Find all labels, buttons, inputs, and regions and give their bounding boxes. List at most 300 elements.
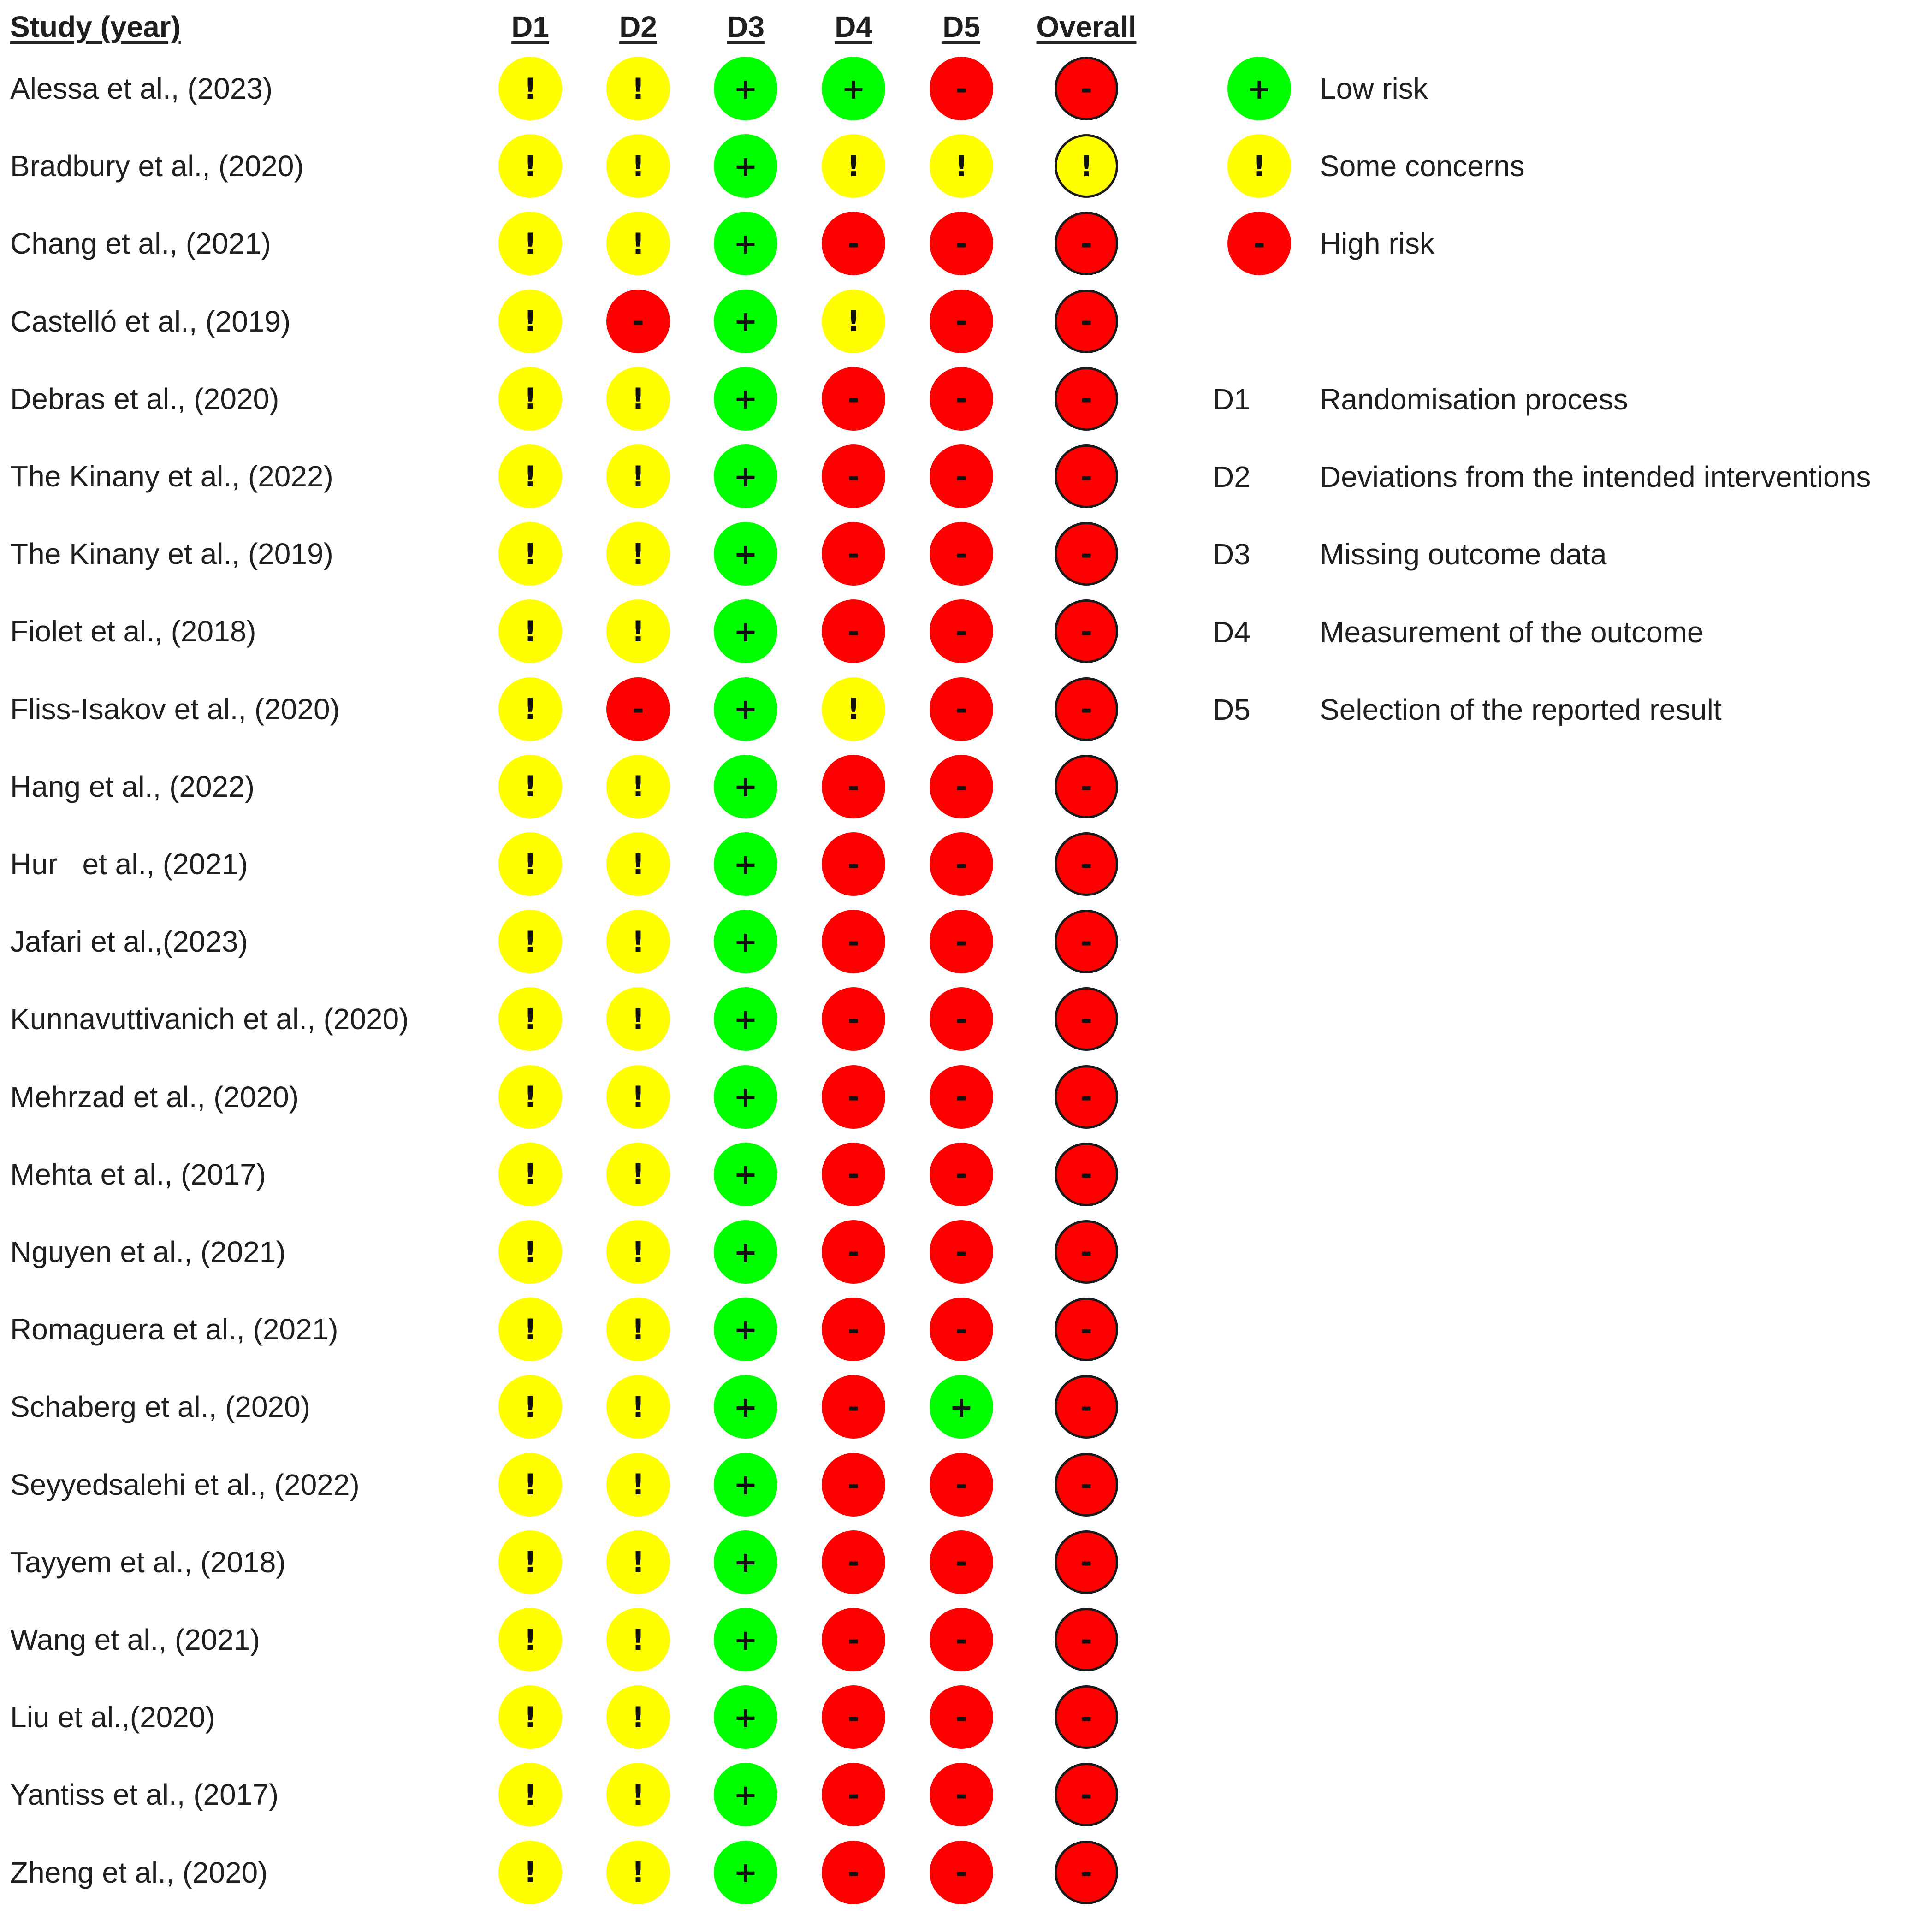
judgement-d1 [498,1220,562,1284]
judgement-overall [1055,290,1118,353]
header-domain-d1: D1 [511,10,549,43]
judgement-d5 [930,1453,993,1517]
judgement-d4 [822,1763,885,1826]
judgement-d2 [606,599,670,663]
some-risk-symbol: ! [631,1778,645,1812]
judgement-d2 [606,290,670,353]
study-label: Tayyem et al., (2018) [10,1545,286,1579]
some-risk-symbol: ! [523,692,537,726]
high-risk-symbol: - [847,1700,859,1734]
high-risk-symbol: - [1080,537,1092,571]
judgement-d1 [498,134,562,198]
judgement-d5 [930,134,993,198]
judgement-d5 [930,444,993,508]
low-risk-symbol: + [734,71,758,106]
judgement-d1 [498,1453,562,1517]
judgement-d4 [822,522,885,586]
high-risk-symbol: - [1080,692,1092,726]
high-risk-symbol: - [847,770,859,804]
judgement-d4 [822,290,885,353]
high-risk-symbol: - [1253,226,1265,261]
some-risk-symbol: ! [523,1623,537,1657]
study-label: Seyyedsalehi et al., (2022) [10,1468,360,1501]
study-label: Bradbury et al., (2020) [10,149,304,183]
legend-domain-code: D1 [1213,383,1250,416]
low-risk-symbol: + [734,537,758,571]
some-risk-symbol: ! [631,382,645,416]
some-risk-symbol: ! [631,1855,645,1890]
judgement-overall [1055,1763,1118,1826]
judgement-d1 [498,677,562,741]
high-risk-symbol: - [1080,1312,1092,1346]
low-risk-symbol: + [734,1080,758,1114]
high-risk-symbol: - [955,71,967,106]
high-risk-symbol: - [1080,1468,1092,1502]
high-risk-symbol: - [1080,1080,1092,1114]
some-risk-symbol: ! [631,1623,645,1657]
judgement-d3 [714,522,777,586]
judgement-d3 [714,1375,777,1439]
judgement-d1 [498,290,562,353]
study-label: Hang et al., (2022) [10,770,255,803]
judgement-d4 [822,1685,885,1749]
judgement-d3 [714,444,777,508]
header-domain-d5: D5 [942,10,980,43]
high-risk-symbol: - [955,1157,967,1191]
legend-some-label: Some concerns [1320,149,1525,183]
low-risk-symbol: + [734,1157,758,1191]
judgement-overall [1055,987,1118,1051]
low-risk-symbol: + [734,1390,758,1424]
judgement-d1 [498,212,562,275]
study-label: Schaberg et al., (2020) [10,1390,311,1424]
legend-domain-label: Randomisation process [1320,383,1628,416]
high-risk-symbol: - [1080,614,1092,648]
judgement-d4 [822,1453,885,1517]
judgement-d5 [930,677,993,741]
study-label: Yantiss et al., (2017) [10,1778,279,1812]
some-risk-symbol: ! [523,1700,537,1734]
judgement-d1 [498,599,562,663]
judgement-overall [1055,444,1118,508]
legend-domain-label: Selection of the reported result [1320,693,1722,726]
judgement-d3 [714,212,777,275]
high-risk-symbol: - [955,537,967,571]
low-risk-symbol: + [734,1312,758,1346]
judgement-d5 [930,1143,993,1206]
header-study: Study (year) [10,10,181,43]
legend-low-dot [1227,57,1291,120]
high-risk-symbol: - [955,924,967,959]
judgement-d1 [498,1608,562,1671]
high-risk-symbol: - [847,847,859,881]
low-risk-symbol: + [734,847,758,881]
judgement-overall [1055,1065,1118,1129]
judgement-d2 [606,832,670,896]
legend-domain-code: D4 [1213,615,1250,649]
judgement-d5 [930,1530,993,1594]
judgement-d5 [930,522,993,586]
judgement-d2 [606,910,670,973]
some-risk-symbol: ! [631,1312,645,1346]
high-risk-symbol: - [847,1623,859,1657]
some-risk-symbol: ! [523,847,537,881]
judgement-d2 [606,1143,670,1206]
some-risk-symbol: ! [523,1855,537,1890]
high-risk-symbol: - [847,1390,859,1424]
judgement-d4 [822,1298,885,1361]
judgement-d1 [498,367,562,431]
high-risk-symbol: - [847,1235,859,1269]
study-label: Chang et al., (2021) [10,227,271,261]
judgement-d2 [606,1685,670,1749]
legend-low-label: Low risk [1320,72,1428,105]
judgement-d1 [498,1530,562,1594]
some-risk-symbol: ! [523,149,537,183]
study-label: Mehta et al., (2017) [10,1157,266,1191]
some-risk-symbol: ! [631,924,645,959]
study-label: Kunnavuttivanich et al., (2020) [10,1002,409,1036]
judgement-d1 [498,1841,562,1904]
judgement-d1 [498,1065,562,1129]
high-risk-symbol: - [1080,924,1092,959]
low-risk-symbol: + [734,924,758,959]
judgement-d1 [498,1298,562,1361]
some-risk-symbol: ! [631,1235,645,1269]
high-risk-symbol: - [1080,382,1092,416]
some-risk-symbol: ! [631,770,645,804]
high-risk-symbol: - [847,1002,859,1036]
judgement-d4 [822,599,885,663]
high-risk-symbol: - [955,1002,967,1036]
some-risk-symbol: ! [847,692,860,726]
some-risk-symbol: ! [631,1080,645,1114]
judgement-d5 [930,212,993,275]
study-label: Liu et al.,(2020) [10,1701,215,1734]
judgement-overall [1055,367,1118,431]
judgement-overall [1055,1143,1118,1206]
judgement-d5 [930,1375,993,1439]
study-label: Wang et al., (2021) [10,1623,260,1656]
some-risk-symbol: ! [523,770,537,804]
high-risk-symbol: - [955,1468,967,1502]
high-risk-symbol: - [847,537,859,571]
high-risk-symbol: - [955,226,967,261]
judgement-d2 [606,1375,670,1439]
study-label: Castelló et al., (2019) [10,304,291,338]
high-risk-symbol: - [955,770,967,804]
judgement-d4 [822,677,885,741]
judgement-d5 [930,1608,993,1671]
high-risk-symbol: - [955,304,967,338]
judgement-d3 [714,1608,777,1671]
judgement-d5 [930,832,993,896]
high-risk-symbol: - [955,1855,967,1890]
legend-domain-code: D3 [1213,538,1250,571]
judgement-d4 [822,134,885,198]
high-risk-symbol: - [1080,1390,1092,1424]
low-risk-symbol: + [734,149,758,183]
some-risk-symbol: ! [631,149,645,183]
judgement-d3 [714,677,777,741]
high-risk-symbol: - [847,614,859,648]
judgement-d3 [714,1453,777,1517]
low-risk-symbol: + [734,1700,758,1734]
judgement-d3 [714,910,777,973]
judgement-d2 [606,1065,670,1129]
some-risk-symbol: ! [523,614,537,648]
high-risk-symbol: - [955,692,967,726]
header-domain-d2: D2 [619,10,657,43]
judgement-d1 [498,832,562,896]
low-risk-symbol: + [734,459,758,493]
low-risk-symbol: + [1247,71,1271,106]
study-label: Nguyen et al., (2021) [10,1235,286,1268]
high-risk-symbol: - [955,1623,967,1657]
judgement-d2 [606,1220,670,1284]
high-risk-symbol: - [632,692,644,726]
judgement-overall [1055,755,1118,818]
study-label: Alessa et al., (2023) [10,72,273,105]
judgement-overall [1055,1685,1118,1749]
low-risk-symbol: + [734,770,758,804]
judgement-d5 [930,367,993,431]
judgement-d5 [930,755,993,818]
some-risk-symbol: ! [523,1080,537,1114]
high-risk-symbol: - [847,226,859,261]
judgement-overall [1055,212,1118,275]
judgement-overall [1055,1608,1118,1671]
judgement-d4 [822,57,885,120]
judgement-d3 [714,1220,777,1284]
some-risk-symbol: ! [523,71,537,106]
judgement-overall [1055,832,1118,896]
judgement-d5 [930,1298,993,1361]
legend-some-dot [1227,134,1291,198]
judgement-d3 [714,1298,777,1361]
judgement-d2 [606,1841,670,1904]
judgement-d5 [930,290,993,353]
judgement-d3 [714,987,777,1051]
high-risk-symbol: - [1080,847,1092,881]
high-risk-symbol: - [1080,226,1092,261]
high-risk-symbol: - [847,924,859,959]
judgement-d5 [930,599,993,663]
high-risk-symbol: - [1080,1855,1092,1890]
some-risk-symbol: ! [847,149,860,183]
judgement-d2 [606,1530,670,1594]
judgement-d3 [714,755,777,818]
judgement-d3 [714,1763,777,1826]
some-risk-symbol: ! [523,1545,537,1579]
judgement-d3 [714,290,777,353]
judgement-overall [1055,134,1118,198]
some-risk-symbol: ! [523,1312,537,1346]
high-risk-symbol: - [1080,304,1092,338]
high-risk-symbol: - [847,1545,859,1579]
judgement-d1 [498,522,562,586]
high-risk-symbol: - [955,847,967,881]
some-risk-symbol: ! [1079,149,1093,183]
high-risk-symbol: - [847,1468,859,1502]
legend-domain-label: Measurement of the outcome [1320,615,1704,649]
some-risk-symbol: ! [631,1157,645,1191]
judgement-d5 [930,1841,993,1904]
low-risk-symbol: + [734,1778,758,1812]
some-risk-symbol: ! [631,1002,645,1036]
study-label: Debras et al., (2020) [10,382,279,415]
judgement-d5 [930,1763,993,1826]
low-risk-symbol: + [734,1545,758,1579]
judgement-d5 [930,987,993,1051]
high-risk-symbol: - [847,1778,859,1812]
high-risk-symbol: - [1080,770,1092,804]
study-label: Fliss-Isakov et al., (2020) [10,692,340,726]
some-risk-symbol: ! [954,149,968,183]
judgement-d5 [930,1685,993,1749]
high-risk-symbol: - [847,1157,859,1191]
low-risk-symbol: + [949,1390,973,1424]
some-risk-symbol: ! [631,71,645,106]
some-risk-symbol: ! [631,1390,645,1424]
high-risk-symbol: - [1080,1545,1092,1579]
judgement-d2 [606,522,670,586]
judgement-d5 [930,1065,993,1129]
low-risk-symbol: + [842,71,865,106]
judgement-d2 [606,444,670,508]
some-risk-symbol: ! [631,847,645,881]
legend-high-label: High risk [1320,227,1434,260]
high-risk-symbol: - [1080,459,1092,493]
judgement-overall [1055,1841,1118,1904]
judgement-d4 [822,1065,885,1129]
judgement-d3 [714,599,777,663]
judgement-d3 [714,57,777,120]
low-risk-symbol: + [734,614,758,648]
some-risk-symbol: ! [523,537,537,571]
judgement-overall [1055,57,1118,120]
high-risk-symbol: - [632,304,644,338]
some-risk-symbol: ! [523,1235,537,1269]
some-risk-symbol: ! [523,304,537,338]
judgement-d3 [714,1530,777,1594]
judgement-d4 [822,1220,885,1284]
study-label: Mehrzad et al., (2020) [10,1080,299,1114]
legend-high-dot [1227,212,1291,275]
some-risk-symbol: ! [523,226,537,261]
judgement-overall [1055,910,1118,973]
judgement-d4 [822,1608,885,1671]
some-risk-symbol: ! [631,226,645,261]
some-risk-symbol: ! [523,1390,537,1424]
high-risk-symbol: - [955,382,967,416]
judgement-d4 [822,755,885,818]
high-risk-symbol: - [955,1235,967,1269]
high-risk-symbol: - [1080,1778,1092,1812]
judgement-d1 [498,1375,562,1439]
some-risk-symbol: ! [523,1157,537,1191]
judgement-overall [1055,599,1118,663]
judgement-d3 [714,832,777,896]
high-risk-symbol: - [955,1545,967,1579]
header-domain-d4: D4 [835,10,872,43]
judgement-d5 [930,910,993,973]
judgement-d4 [822,832,885,896]
some-risk-symbol: ! [631,537,645,571]
judgement-d4 [822,987,885,1051]
study-label: Jafari et al.,(2023) [10,925,248,959]
some-risk-symbol: ! [523,382,537,416]
high-risk-symbol: - [955,1700,967,1734]
some-risk-symbol: ! [523,924,537,959]
judgement-d4 [822,444,885,508]
high-risk-symbol: - [955,459,967,493]
high-risk-symbol: - [847,1855,859,1890]
some-risk-symbol: ! [631,1545,645,1579]
some-risk-symbol: ! [631,459,645,493]
some-risk-symbol: ! [631,1700,645,1734]
high-risk-symbol: - [955,614,967,648]
judgement-d3 [714,1065,777,1129]
legend-domain-label: Missing outcome data [1320,538,1607,571]
judgement-overall [1055,1298,1118,1361]
judgement-d3 [714,367,777,431]
judgement-d4 [822,1143,885,1206]
judgement-d4 [822,910,885,973]
legend-domain-label: Deviations from the intended interventions [1320,460,1871,494]
high-risk-symbol: - [847,459,859,493]
some-risk-symbol: ! [523,459,537,493]
some-risk-symbol: ! [523,1002,537,1036]
study-label: The Kinany et al., (2022) [10,460,333,493]
judgement-d2 [606,1453,670,1517]
judgement-d5 [930,57,993,120]
judgement-d1 [498,910,562,973]
low-risk-symbol: + [734,1468,758,1502]
some-risk-symbol: ! [1252,149,1266,183]
judgement-d2 [606,1608,670,1671]
judgement-d4 [822,367,885,431]
high-risk-symbol: - [955,1312,967,1346]
low-risk-symbol: + [734,1002,758,1036]
judgement-d2 [606,677,670,741]
low-risk-symbol: + [734,1623,758,1657]
study-label: The Kinany et al., (2019) [10,537,333,571]
judgement-d3 [714,1143,777,1206]
judgement-d4 [822,1530,885,1594]
study-label: Romaguera et al., (2021) [10,1313,338,1346]
legend-domain-code: D2 [1213,460,1250,494]
high-risk-symbol: - [955,1080,967,1114]
judgement-overall [1055,1220,1118,1284]
high-risk-symbol: - [1080,1700,1092,1734]
some-risk-symbol: ! [523,1778,537,1812]
judgement-d2 [606,57,670,120]
high-risk-symbol: - [955,1778,967,1812]
low-risk-symbol: + [734,692,758,726]
judgement-overall [1055,522,1118,586]
judgement-d2 [606,1763,670,1826]
judgement-d2 [606,134,670,198]
judgement-overall [1055,1453,1118,1517]
judgement-d2 [606,367,670,431]
high-risk-symbol: - [1080,1623,1092,1657]
high-risk-symbol: - [1080,1235,1092,1269]
judgement-d1 [498,444,562,508]
study-label: Fiolet et al., (2018) [10,615,256,648]
high-risk-symbol: - [847,1312,859,1346]
judgement-d1 [498,1143,562,1206]
